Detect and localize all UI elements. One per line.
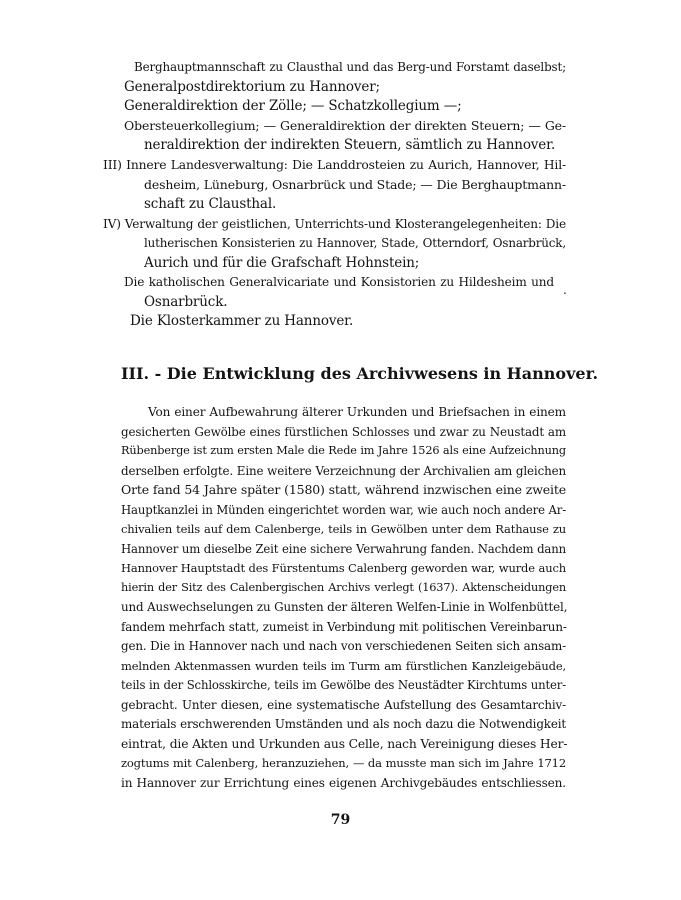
paragraph-line: eintrat, die Akten und Urkunden aus Celle, nach Vereinigung dieses Her- bbox=[121, 737, 568, 751]
list-line: Generaldirektion der Zölle; — Schatzkollegium —; bbox=[124, 98, 462, 114]
paragraph-line: Von einer Aufbewahrung älterer Urkunden und Briefsachen in einem bbox=[148, 405, 566, 419]
list-line: Obersteuerkollegium; — Generaldirektion der direkten Steuern; — Ge- bbox=[124, 118, 566, 133]
paragraph-line: melnden Aktenmassen wurden teils im Turm am fürstlichen Kanzleigebäude, bbox=[121, 659, 566, 673]
list-line: desheim, Lüneburg, Osnarbrück und Stade; — Die Berghauptmann- bbox=[144, 177, 566, 192]
paragraph-line: und Auswechselungen zu Gunsten der älteren Welfen-Linie in Wolfenbüttel, bbox=[121, 600, 568, 614]
section-heading: III. - Die Entwicklung des Archivwesens in Hannover. bbox=[121, 364, 599, 383]
paragraph-line: teils in der Schlosskirche, teils im Gewölbe des Neustädter Kirchtums unter- bbox=[121, 678, 566, 692]
list-line: neraldirektion der indirekten Steuern, sämtlich zu Hannover. bbox=[144, 137, 556, 153]
paragraph-line: gebracht. Unter diesen, eine systematische Aufstellung des Gesamtarchiv- bbox=[121, 698, 566, 712]
paragraph-line: Orte fand 54 Jahre später (1580) statt, während inzwischen eine zweite bbox=[121, 482, 566, 497]
paragraph-line: derselben erfolgte. Eine weitere Verzeichnung der Archivalien am gleichen bbox=[121, 464, 566, 478]
paragraph-line: Hannover Hauptstadt des Fürstentums Calenberg geworden war, wurde auch bbox=[121, 561, 566, 575]
list-line: Die Klosterkammer zu Hannover. bbox=[130, 313, 354, 329]
paragraph-line: Rübenberge ist zum ersten Male die Rede im Jahre 1526 als eine Aufzeichnung bbox=[121, 444, 566, 457]
list-line: III) Innere Landesverwaltung: Die Landdrosteien zu Aurich, Hannover, Hil- bbox=[103, 158, 566, 172]
paragraph-line: Hauptkanzlei in Münden eingerichtet worden war, wie auch noch andere Ar- bbox=[121, 503, 566, 517]
list-line: Berghauptmannschaft zu Clausthal und das Berg-und Forstamt daselbst; bbox=[134, 60, 566, 74]
list-line: Die katholischen Generalvicariate und Konsistorien zu Hildesheim und bbox=[124, 275, 554, 289]
list-line: Osnarbrück. bbox=[144, 294, 228, 310]
paragraph-line: gesicherten Gewölbe eines fürstlichen Schlosses und zwar zu Neustadt am bbox=[121, 425, 566, 439]
list-line: IV) Verwaltung der geistlichen, Unterrichts-und Klosterangelegenheiten: Die bbox=[103, 217, 566, 231]
paragraph-line: materials erschwerenden Umständen und als noch dazu die Notwendigkeit bbox=[121, 717, 566, 731]
list-line: lutherischen Konsisterien zu Hannover, Stade, Otterndorf, Osnarbrück, bbox=[144, 236, 566, 250]
paragraph-line: hierin der Sitz des Calenbergischen Archivs verlegt (1637). Aktenscheidungen bbox=[121, 581, 566, 594]
paragraph-line: zogtums mit Calenberg, heranzuziehen, — da musste man sich im Jahre 1712 bbox=[121, 756, 566, 770]
paragraph-line: Hannover um dieselbe Zeit eine sichere Verwahrung fanden. Nachdem dann bbox=[121, 542, 566, 556]
list-line: Aurich und für die Grafschaft Hohnstein; bbox=[144, 255, 420, 271]
paragraph-line: chivalien teils auf dem Calenberge, teils in Gewölben unter dem Rathause zu bbox=[121, 522, 566, 536]
paragraph-line: fandem mehrfach statt, zumeist in Verbindung mit politischen Vereinbarun- bbox=[121, 620, 567, 634]
stray-mark: . bbox=[563, 283, 567, 297]
paragraph-line: gen. Die in Hannover nach und nach von verschiedenen Seiten sich ansam- bbox=[121, 639, 566, 653]
paragraph-line: in Hannover zur Errichtung eines eigenen Archivgebäudes entschliessen. bbox=[121, 776, 566, 790]
page-number: 79 bbox=[330, 812, 351, 828]
list-line: schaft zu Clausthal. bbox=[144, 196, 277, 212]
list-line: Generalpostdirektorium zu Hannover; bbox=[124, 79, 380, 95]
